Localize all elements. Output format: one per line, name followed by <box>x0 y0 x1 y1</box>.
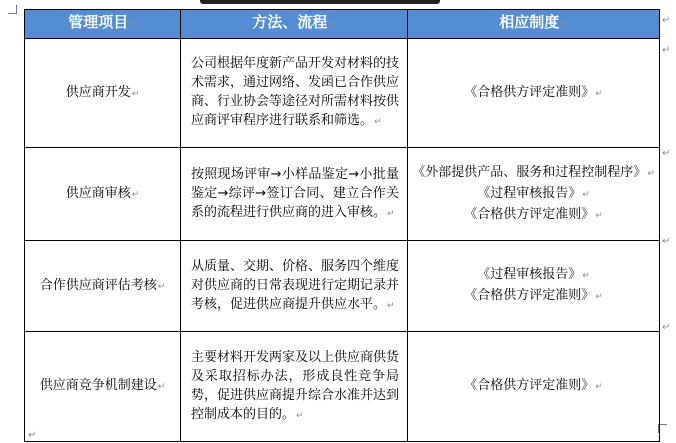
method-cell[interactable]: 按照现场评审→小样品鉴定→小批量鉴定→综评→签订合同、建立合作关系的流程进行供应商的进入审核。↵ <box>181 148 408 241</box>
item-cell[interactable]: 供应商审核↵ <box>25 148 181 241</box>
supplier-management-table <box>24 9 660 442</box>
table-row <box>25 39 660 148</box>
table-row <box>25 148 660 241</box>
row-end-mark: ↵ <box>662 15 671 26</box>
paragraph-mark: ↵ <box>582 189 590 200</box>
method-cell[interactable]: 公司根据年度新产品开发对材料的技术需求，通过网络、发函已合作供应商、行业协会等途径对所需材料按供应商评审程序进行联系和筛选。↵ <box>181 39 408 148</box>
paragraph-mark: ↵ <box>129 20 137 30</box>
row-end-mark: ↵ <box>662 45 671 56</box>
policy-cell[interactable] <box>408 148 660 241</box>
header-cell-policy: 相应制度↵ <box>408 10 660 39</box>
page-top-edge <box>0 0 676 6</box>
item-cell[interactable]: 供应商竞争机制建设↵ <box>25 332 181 442</box>
paragraph-mark: ↵ <box>296 410 304 421</box>
page-corner-marker-top-left <box>8 5 17 14</box>
header-cell-item: 管理项目↵ <box>25 10 181 39</box>
paragraph-mark: ↵ <box>157 382 166 392</box>
policy-name: 《合格供方评定准则》 <box>464 206 595 222</box>
paragraph-mark: ↵ <box>387 208 395 219</box>
paragraph-mark: ↵ <box>595 88 603 99</box>
policy-cell[interactable] <box>408 332 660 442</box>
paragraph-mark: ↵ <box>131 88 140 99</box>
policy-name: 《过程审核报告》 <box>477 185 582 201</box>
policy-cell[interactable] <box>408 241 660 332</box>
paragraph-mark: ↵ <box>374 117 382 127</box>
paragraph-mark: ↵ <box>582 271 590 281</box>
paragraph-mark: ↵ <box>647 168 655 179</box>
policy-name: 《合格供方评定准则》 <box>464 288 595 303</box>
paragraph-mark-after-table: ↵ <box>28 430 37 441</box>
paragraph-mark: ↵ <box>595 292 603 302</box>
header-cell-method: 方法、流程↵ <box>181 10 408 39</box>
table-row <box>25 241 660 332</box>
paragraph-mark: ↵ <box>560 20 568 30</box>
row-end-mark: ↵ <box>662 322 671 333</box>
policy-name: 《合格供方评定准则》 <box>464 84 595 100</box>
paragraph-mark: ↵ <box>595 210 603 221</box>
row-end-mark: ↵ <box>662 236 671 247</box>
policy-cell[interactable] <box>408 39 660 148</box>
policy-name: 《合格供方评定准则》 <box>464 378 595 393</box>
header-row <box>25 10 660 39</box>
paragraph-mark: ↵ <box>595 382 603 392</box>
cropped-heading <box>200 0 440 4</box>
paragraph-mark: ↵ <box>328 20 336 30</box>
method-cell[interactable]: 从质量、交期、价格、服务四个维度对供应商的日常表现进行定期记录并考核，促进供应商提升供应水平。↵ <box>181 241 408 332</box>
row-end-mark: ↵ <box>662 148 671 159</box>
item-cell[interactable]: 合作供应商评估考核↵ <box>25 241 181 332</box>
paragraph-mark: ↵ <box>131 189 140 200</box>
policy-name: 《外部提供产品、服务和过程控制程序》 <box>412 164 647 180</box>
table-row <box>25 332 660 442</box>
item-cell[interactable]: 供应商开发↵ <box>25 39 181 148</box>
policy-name: 《过程审核报告》 <box>477 267 582 282</box>
method-cell[interactable]: 主要材料开发两家及以上供应商供货及采取招标办法，形成良性竞争局势，促进供应商提升综合水准并达到控制成本的目的。↵ <box>181 332 408 442</box>
paragraph-mark: ↵ <box>387 300 395 311</box>
paragraph-mark: ↵ <box>157 281 166 292</box>
